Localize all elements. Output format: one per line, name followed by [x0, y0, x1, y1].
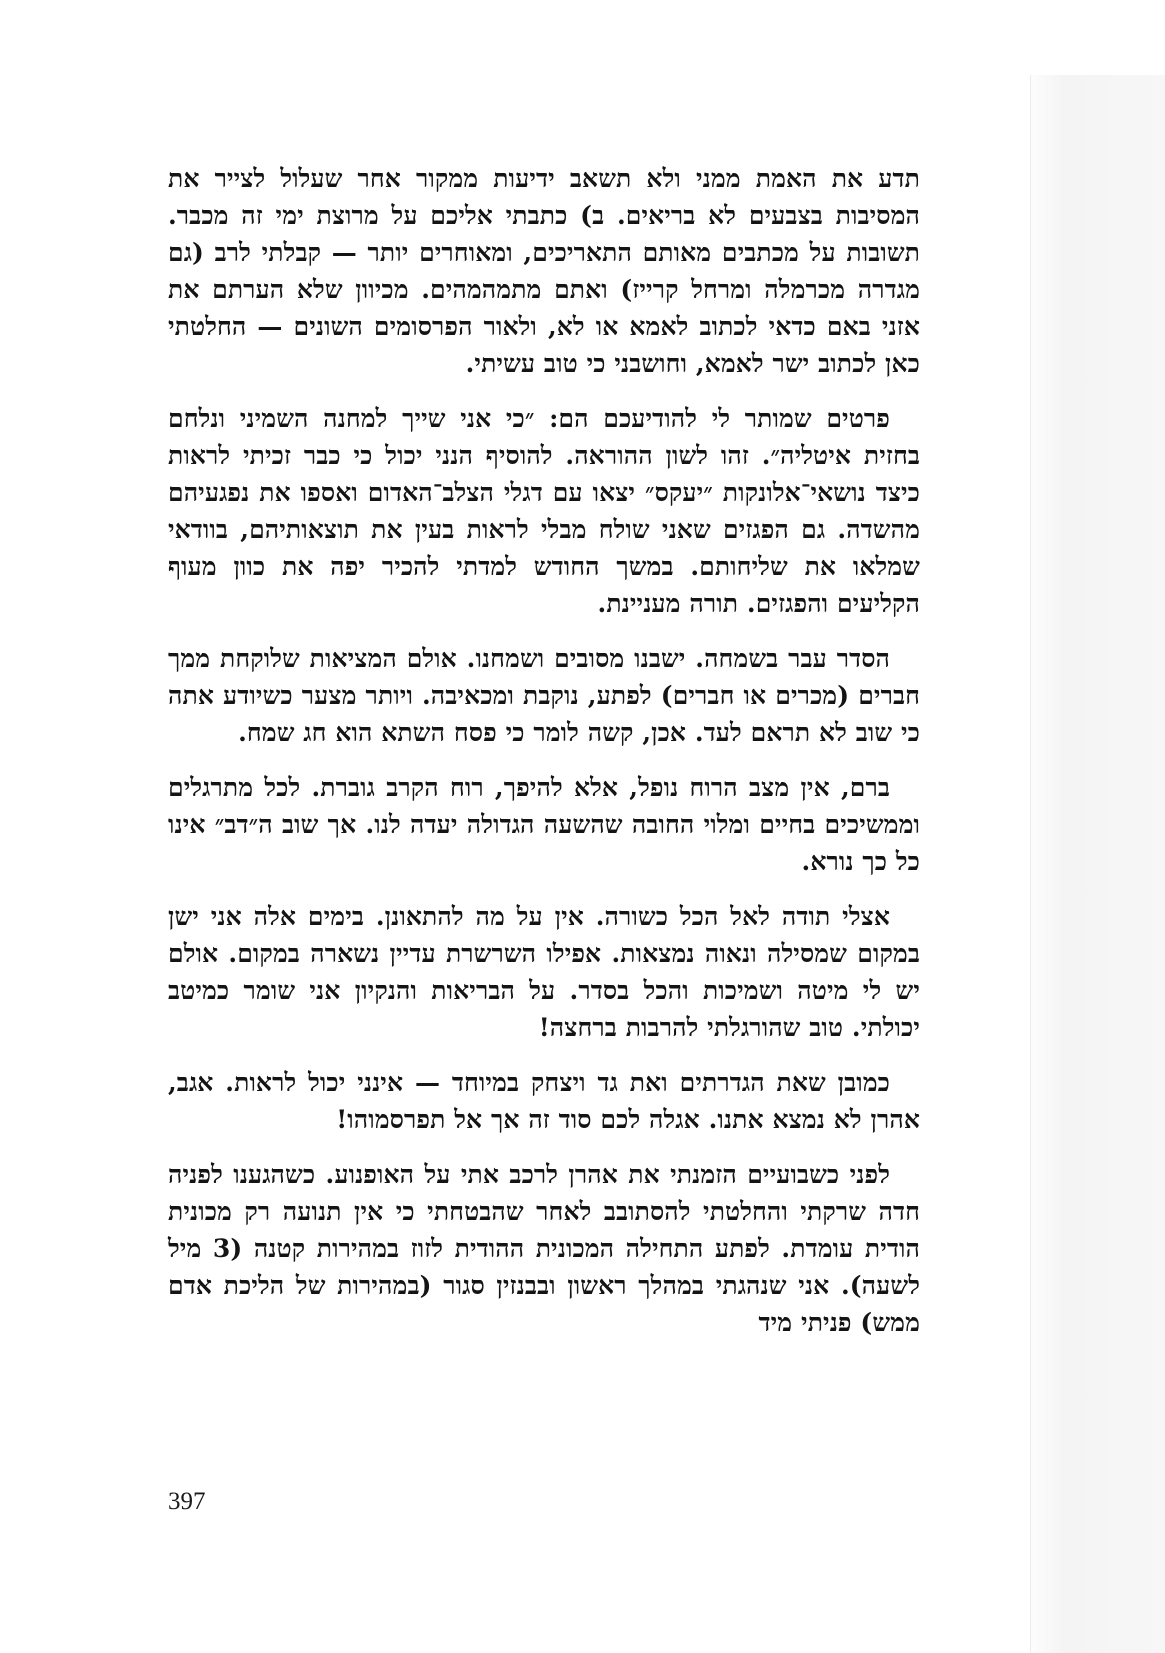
paragraph-6: כמובן שאת הגדרתים ואת גד ויצחק במיוחד — אינני יכול לראות. אגב, אהרן לא נמצא אתנו. אגלה לכם סוד זה אך אל תפרסמוהו!: [168, 1068, 920, 1134]
page-number: 397: [168, 1488, 206, 1515]
paragraph-2: פרטים שמותר לי להודיעכם הם: ״כי אני שייך למחנה השמיני ונלחם בחזית איטליה״. זהו לשון ההוראה. להוסיף הנני יכול כי כבר זכיתי לראות כיצד נושאי־אלונקות ״יעקס״ יצאו עם דגלי הצלב־האדום ואספו את נפגעיהם מהשדה. גם הפגזים שאני שולח מבלי לראות בעין את תוצאותיהם, בוודאי שמלאו את שליחותם. במשך החודש למדתי להכיר יפה את כוון מעוף הקליעים והפגזים. תורה מעניינת.: [168, 404, 920, 618]
paragraph-7: לפני כשבועיים הזמנתי את אהרן לרכב אתי על האופנוע. כשהגענו לפניה חדה שרקתי והחלטתי להסתובב לאחר שהבטחתי כי אין תנועה רק מכונית הודית עומדת. לפתע התחילה המכונית ההודית לזוז במהירות קטנה (3 מיל לשעה). אני שנהגתי במהלך ראשון ובבנזין סגור (במהירות של הליכת אדם ממש) פניתי מיד: [168, 1160, 920, 1337]
paragraph-1: תדע את האמת ממני ולא תשאב ידיעות ממקור אחר שעלול לצייר את המסיבות בצבעים לא בריאים. ב) כתבתי אליכם על מרוצת ימי זה מכבר. תשובות על מכתבים מאותם התאריכים, ומאוחרים יותר — קבלתי לרב (גם מגדרה מכרמלה ומרחל קרייז) ואתם מתמהמהים. מכיוון שלא הערתם את אזני באם כדאי לכתוב לאמא או לא, ולאור הפרסומים השונים — החלטתי כאן לכתוב ישר לאמא, וחושבני כי טוב עשיתי.: [168, 164, 920, 378]
scan-edge-shadow: [1030, 75, 1165, 1653]
scan-edge-line: [1030, 75, 1031, 1653]
paragraph-4: ברם, אין מצב הרוח נופל, אלא להיפך, רוח הקרב גוברת. לכל מתרגלים וממשיכים בחיים ומלוי החובה שהשעה הגדולה יעדה לנו. אך שוב ה״דב״ אינו כל כך נורא.: [168, 773, 920, 876]
paragraph-5: אצלי תודה לאל הכל כשורה. אין על מה להתאונן. בימים אלה אני ישן במקום שמסילה ונאוה נמצאות. אפילו השרשרת עדיין נשארה במקום. אולם יש לי מיטה ושמיכות והכל בסדר. על הבריאות והנקיון אני שומר כמיטב יכולתי. טוב שהורגלתי להרבות ברחצה!: [168, 902, 920, 1042]
paragraph-3: הסדר עבר בשמחה. ישבנו מסובים ושמחנו. אולם המציאות שלוקחת ממך חברים (מכרים או חברים) לפתע, נוקבת ומכאיבה. ויותר מצער כשיודע אתה כי שוב לא תראם לעד. אכן, קשה לומר כי פסח השתא הוא חג שמח.: [168, 644, 920, 747]
body-text: [168, 160, 920, 1359]
